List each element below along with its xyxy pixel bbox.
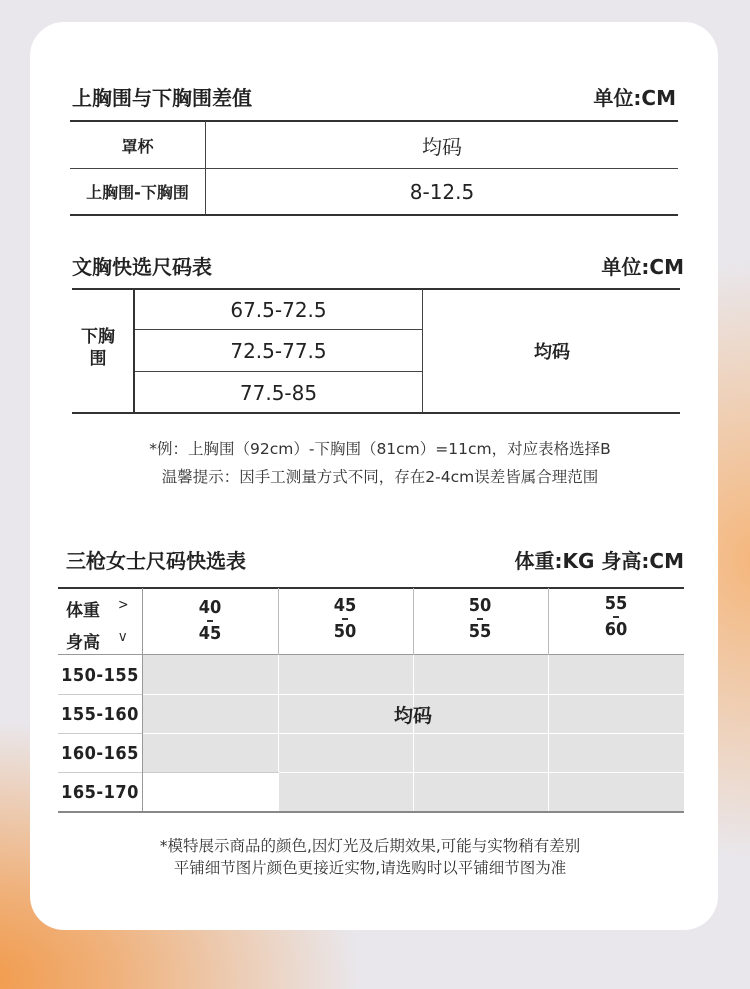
table1-row-value: 均码 — [422, 134, 462, 159]
table3-unit: 体重:KG 身高:CM — [514, 549, 684, 573]
weight-column — [180, 598, 240, 644]
height-label: 身高 — [66, 633, 100, 653]
table3-size: 均码 — [393, 704, 432, 727]
size-shade — [279, 772, 684, 812]
right-arrow-icon: > — [118, 597, 129, 613]
height-row-label: 165-170 — [61, 781, 139, 803]
weight-max: 50 — [333, 621, 357, 642]
height-row-label: 160-165 — [61, 742, 139, 764]
table1-row-label: 上胸围-下胸围 — [86, 183, 189, 202]
table2-title: 文胸快选尺码表 — [72, 255, 212, 279]
table2-size: 均码 — [534, 342, 570, 363]
note-example: *例：上胸围（92cm）-下胸围（81cm）=11cm，对应表格选择B — [149, 440, 611, 458]
table2-range: 72.5-77.5 — [230, 339, 327, 363]
footer-note-1: *模特展示商品的颜色,因灯光及后期效果,可能与实物稍有差别 — [159, 837, 581, 855]
footer-note-2: 平铺细节图片颜色更接近实物,请选购时以平铺细节图为准 — [173, 859, 567, 877]
note-tip: 温馨提示：因手工测量方式不同，存在2-4cm误差皆属合理范围 — [161, 468, 599, 486]
table2-range: 67.5-72.5 — [230, 297, 327, 322]
height-row-label: 155-160 — [61, 703, 139, 725]
table2-unit: 单位:CM — [601, 255, 684, 279]
weight-min: 45 — [333, 595, 357, 616]
table1-row-label: 罩杯 — [121, 136, 154, 156]
weight-label: 体重 — [66, 601, 100, 621]
table3-title: 三枪女士尺码快选表 — [66, 549, 246, 573]
weight-min: 40 — [198, 597, 222, 618]
weight-min: 50 — [468, 595, 492, 616]
table1-title: 上胸围与下胸围差值 — [72, 86, 252, 110]
weight-max: 55 — [468, 621, 492, 642]
height-row-label: 150-155 — [61, 664, 139, 686]
table1-row-value: 8-12.5 — [409, 179, 475, 204]
down-arrow-icon: v — [119, 629, 127, 645]
weight-column — [315, 596, 375, 642]
weight-max: 60 — [604, 619, 628, 640]
table1-unit: 单位:CM — [593, 86, 676, 110]
weight-min: 55 — [604, 593, 628, 614]
weight-column — [450, 596, 510, 642]
table2-range: 77.5-85 — [239, 380, 318, 405]
weight-column — [586, 594, 646, 640]
weight-max: 45 — [198, 623, 222, 644]
table2-row-header: 下胸围 — [81, 327, 115, 369]
